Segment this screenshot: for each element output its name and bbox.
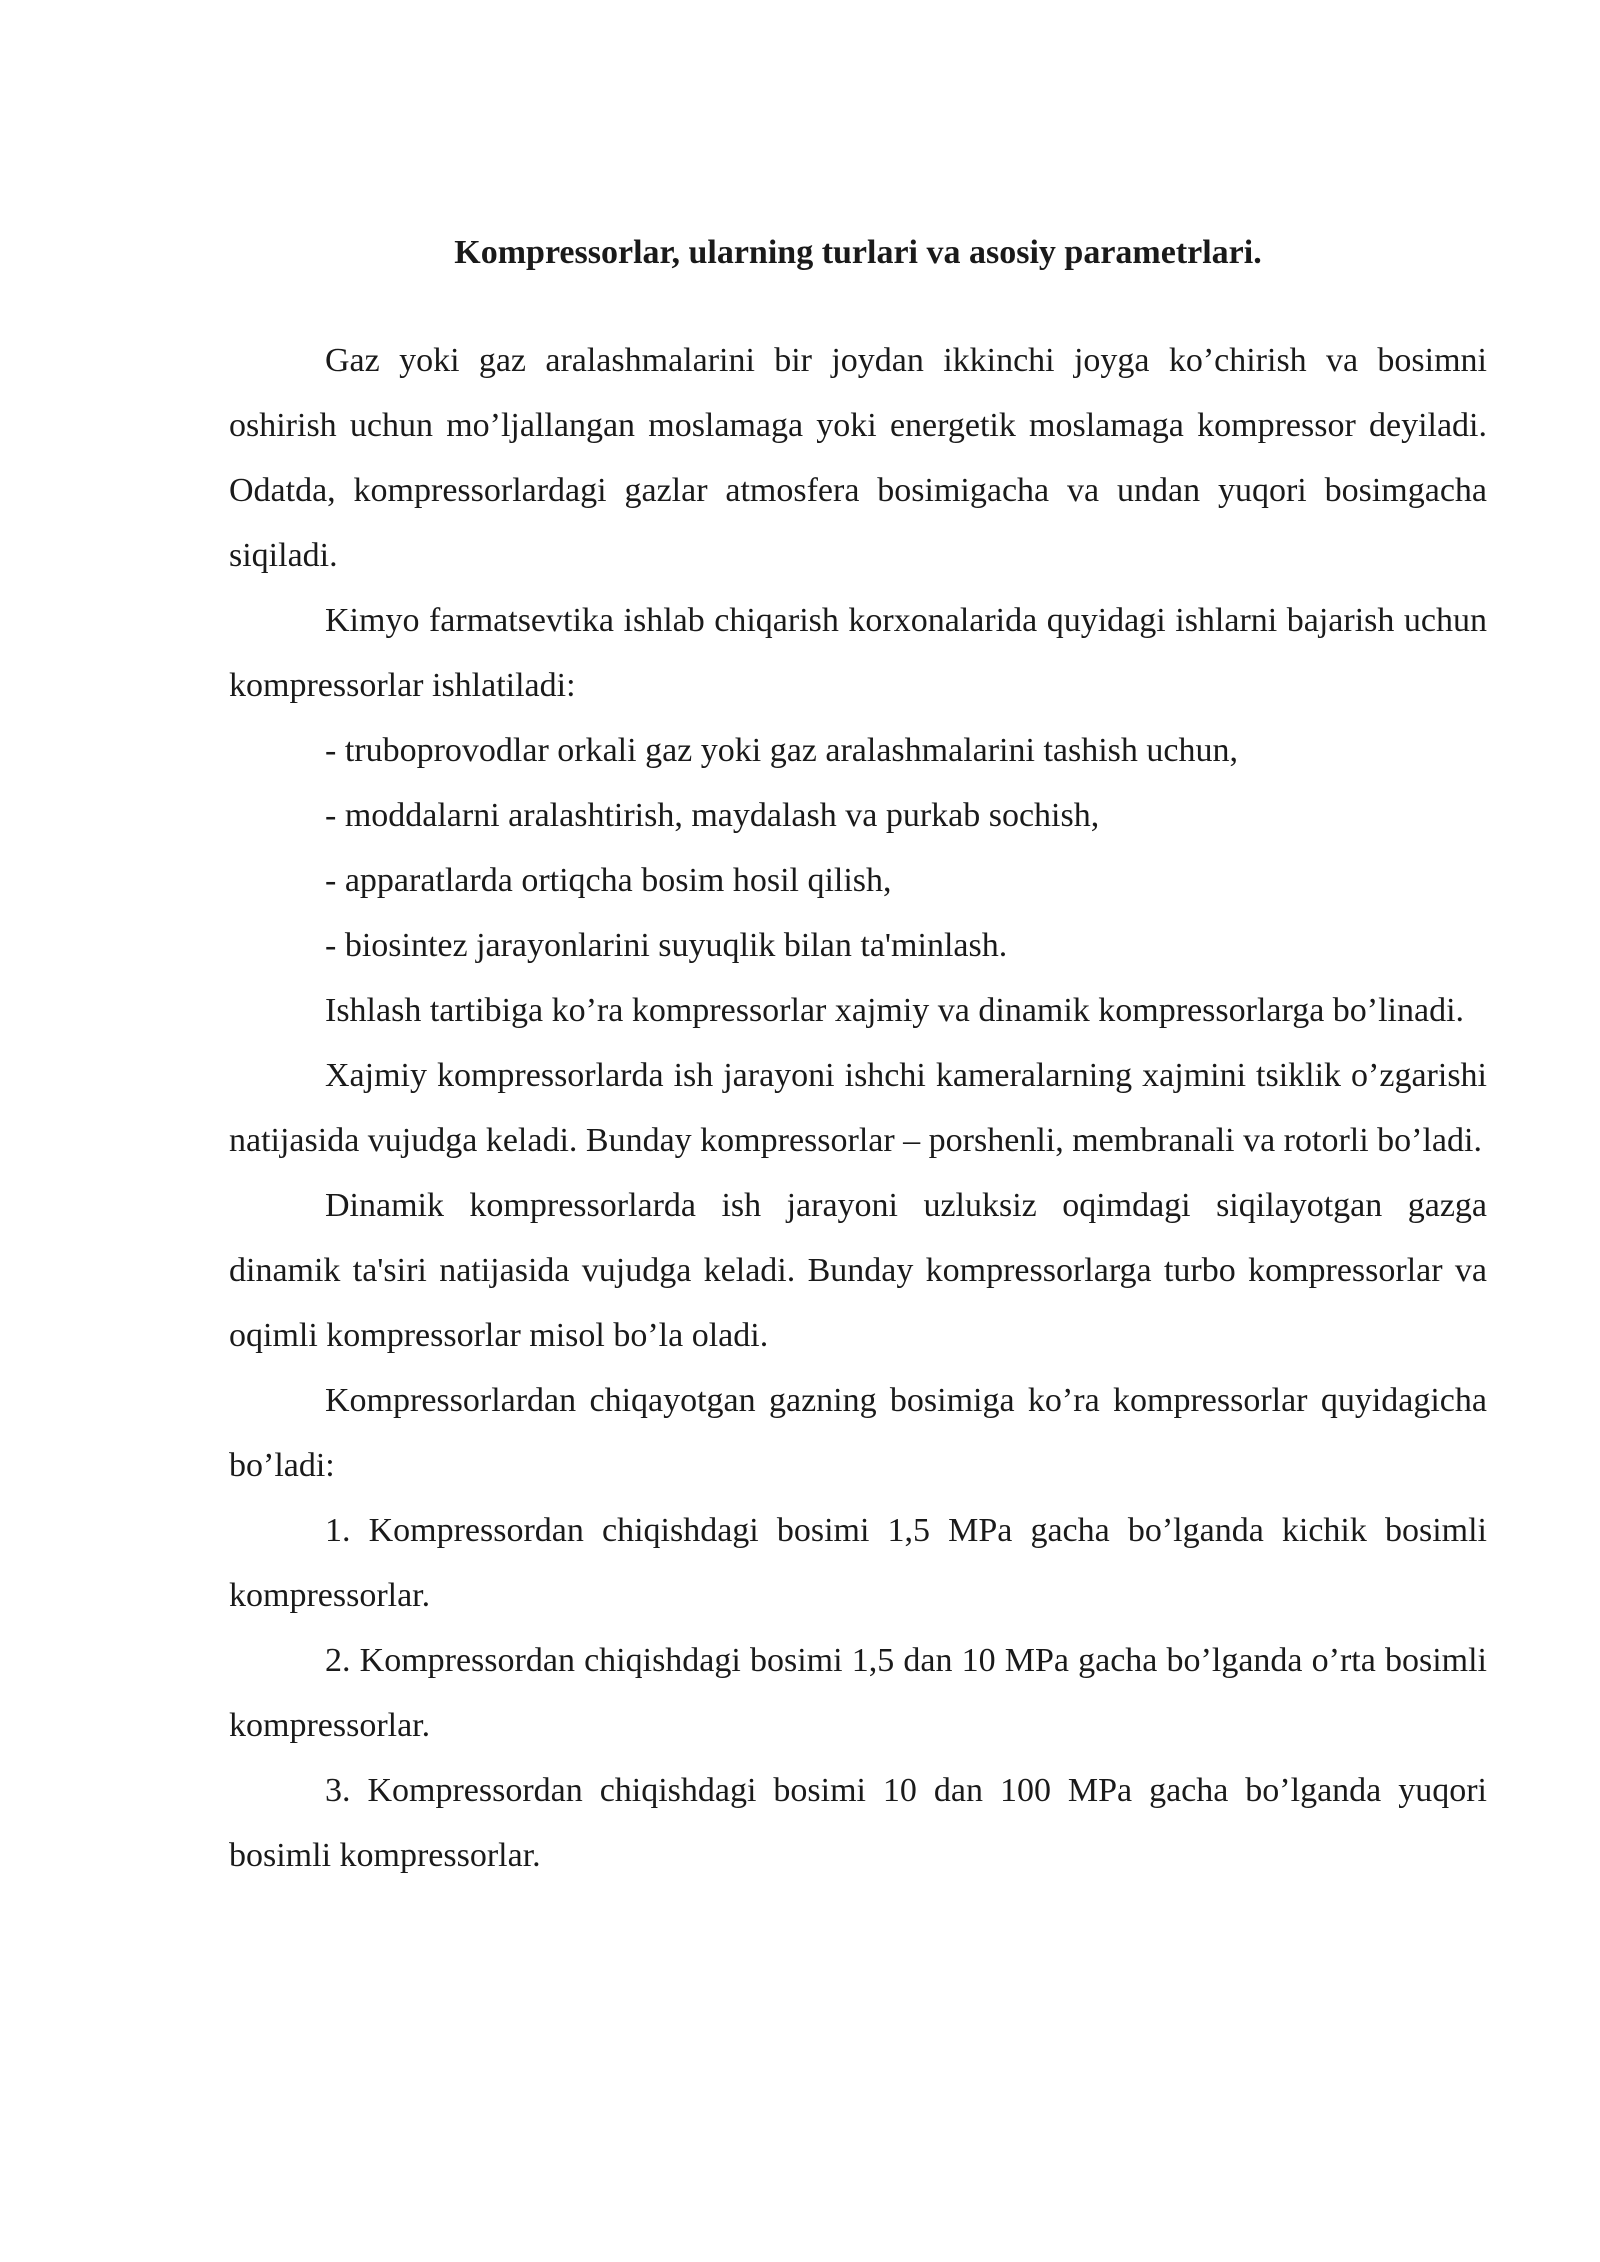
list-item: - truboprovodlar orkali gaz yoki gaz aralashmalarini tashish uchun,	[325, 732, 1238, 769]
numbered-item-medium-pressure: 2. Kompressordan chiqishdagi bosimi 1,5 dan 10 MPa gacha bo’lganda o’rta bosimli kompressorlar.	[229, 1642, 1487, 1744]
paragraph-pressure-intro: Kompressorlardan chiqayotgan gazning bosimiga ko’ra kompressorlar quyidagicha bo’ladi:	[229, 1382, 1487, 1484]
document-body	[229, 220, 1487, 1888]
list-item: - apparatlarda ortiqcha bosim hosil qilish,	[325, 862, 892, 899]
paragraph-volumetric: Xajmiy kompressorlarda ish jarayoni ishchi kameralarning xajmini tsiklik o’zgarishi natijasida vujudga keladi. Bunday kompressorlar – porshenli, membranali va rotorli bo’ladi.	[229, 1057, 1487, 1159]
paragraph-classification: Ishlash tartibiga ko’ra kompressorlar xajmiy va dinamik kompressorlarga bo’linadi.	[325, 992, 1465, 1029]
list-item: - moddalarni aralashtirish, maydalash va purkab sochish,	[325, 797, 1100, 834]
numbered-item-high-pressure: 3. Kompressordan chiqishdagi bosimi 10 dan 100 MPa gacha bo’lganda yuqori bosimli kompressorlar.	[229, 1772, 1487, 1874]
list-item: - biosintez jarayonlarini suyuqlik bilan ta'minlash.	[325, 927, 1008, 964]
numbered-item-low-pressure: 1. Kompressordan chiqishdagi bosimi 1,5 MPa gacha bo’lganda kichik bosimli kompressorlar.	[229, 1512, 1487, 1614]
document-title: Kompressorlar, ularning turlari va asosiy parametrlari.	[454, 234, 1262, 271]
paragraph-definition: Gaz yoki gaz aralashmalarini bir joydan ikkinchi joyga ko’chirish va bosimni oshirish uchun mo’ljallangan moslamaga yoki energetik moslamaga kompressor deyiladi. Odatda, kompressorlardagi gazlar atmosfera bosimigacha va undan yuqori bosimgacha siqiladi.	[229, 342, 1487, 574]
paragraph-dynamic: Dinamik kompressorlarda ish jarayoni uzluksiz oqimdagi siqilayotgan gazga dinamik ta'siri natijasida vujudga keladi. Bunday kompressorlarga turbo kompressorlar va oqimli kompressorlar misol bo’la oladi.	[229, 1187, 1487, 1354]
paragraph-usage-intro: Kimyo farmatsevtika ishlab chiqarish korxonalarida quyidagi ishlarni bajarish uchun kompressorlar ishlatiladi:	[229, 602, 1487, 704]
